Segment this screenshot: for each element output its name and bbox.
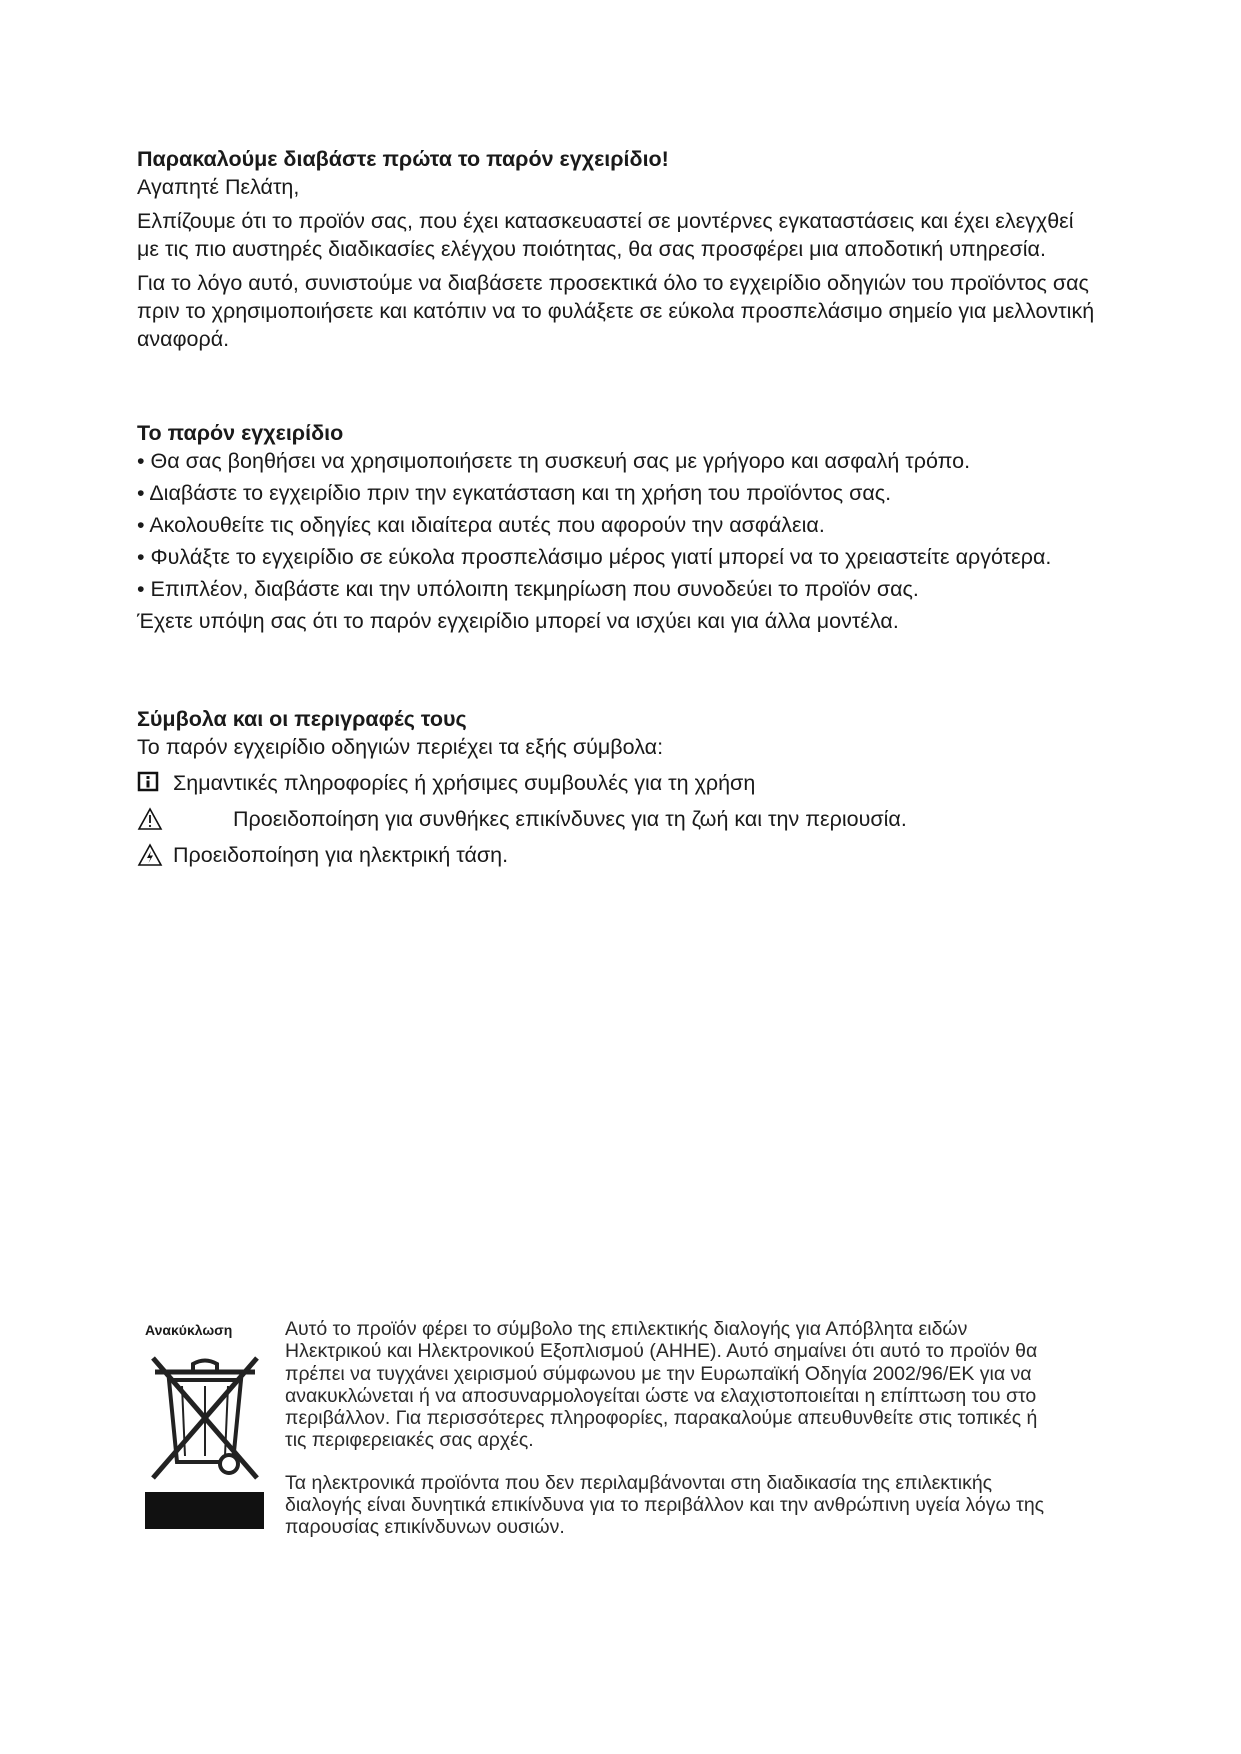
symbol-text-electric: Προειδοποίηση για ηλεκτρική τάση.	[173, 843, 509, 867]
intro-paragraph-1: Ελπίζουμε ότι το προϊόν σας, που έχει κατασκευαστεί σε μοντέρνες εγκαταστάσεις και έχει ελεγχθεί με τις πιο αυστηρές διαδικασίες ελέγχου ποιότητας, θα σας προσφέρει μια αποδοτική υπηρεσία.	[137, 209, 1074, 261]
manual-heading: Το παρόν εγχειρίδιο	[137, 421, 344, 445]
recycling-paragraph-1: Αυτό το προϊόν φέρει το σύμβολο της επιλεκτικής διαλογής για Απόβλητα ειδών Ηλεκτρικού και Ηλεκτρονικού Εξοπλισμού (ΑΗΗΕ). Αυτό σημαίνει ότι αυτό το προϊόν θα πρέπει να τυγχάνει χειρισμού σύμφωνου με την Ευρωπαϊκή Οδηγία 2002/96/ΕΚ για να ανακυκλώνεται ή να αποσυναρμολογείται ώστε να ελαχιστοποιείται η επίπτωση του στο περιβάλλον. Για περισσότερες πληροφορίες, παρακαλούμε απευθυνθείτε στις τοπικές ή τις περιφερειακές σας αρχές.	[285, 1318, 1038, 1452]
symbols-intro: Το παρόν εγχειρίδιο οδηγιών περιέχει τα εξής σύμβολα:	[137, 735, 664, 759]
intro-title: Παρακαλούμε διαβάστε πρώτα το παρόν εγχειρίδιο!	[137, 147, 669, 171]
symbol-text-info: Σημαντικές πληροφορίες ή χρήσιμες συμβουλές για τη χρήση	[173, 771, 756, 795]
symbols-section	[137, 706, 1097, 877]
symbol-row-info	[137, 769, 1097, 797]
manual-section	[137, 420, 1097, 639]
symbol-text-warning: Προειδοποίηση για συνθήκες επικίνδυνες για τη ζωή και την περιουσία.	[233, 807, 907, 831]
intro-section	[137, 145, 1097, 359]
weee-symbol-block	[145, 1322, 275, 1529]
symbol-row-warning	[137, 805, 1097, 833]
intro-paragraph-2: Για το λόγο αυτό, συνιστούμε να διαβάσετε προσεκτικά όλο το εγχειρίδιο οδηγιών του προϊόντος σας πριν το χρησιμοποιήσετε και κατόπιν να το φυλάξετε σε εύκολα προσπελάσιμο σημείο για μελλοντική αναφορά.	[137, 271, 1095, 351]
manual-note: Έχετε υπόψη σας ότι το παρόν εγχειρίδιο μπορεί να ισχύει και για άλλα μοντέλα.	[137, 609, 899, 633]
greeting: Αγαπητέ Πελάτη,	[137, 175, 300, 199]
recycling-label: Ανακύκλωση	[145, 1322, 233, 1338]
weee-black-bar	[145, 1492, 264, 1529]
manual-bullet: • Επιπλέον, διαβάστε και την υπόλοιπη τεκμηρίωση που συνοδεύει το προϊόν σας.	[137, 577, 919, 601]
recycling-text	[285, 1318, 1045, 1559]
crossed-bin-icon	[145, 1346, 265, 1481]
recycling-paragraph-2: Τα ηλεκτρονικά προϊόντα που δεν περιλαμβάνονται στη διαδικασία της επιλεκτικής διαλογής είναι δυνητικά επικίνδυνα για το περιβάλλον και την ανθρώπινη υγεία λόγω της παρουσίας επικίνδυνων ουσιών.	[285, 1471, 1045, 1539]
symbol-row-electric	[137, 841, 1097, 869]
manual-bullet: • Φυλάξτε το εγχειρίδιο σε εύκολα προσπελάσιμο μέρος γιατί μπορεί να το χρειαστείτε αργότερα.	[137, 545, 1052, 569]
electric-warning-icon	[137, 843, 163, 867]
warning-icon	[137, 807, 163, 831]
info-icon	[137, 771, 163, 795]
manual-bullet: • Ακολουθείτε τις οδηγίες και ιδιαίτερα αυτές που αφορούν την ασφάλεια.	[137, 513, 825, 537]
manual-bullet: • Διαβάστε το εγχειρίδιο πριν την εγκατάσταση και τη χρήση του προϊόντος σας.	[137, 481, 892, 505]
manual-bullet: • Θα σας βοηθήσει να χρησιμοποιήσετε τη συσκευή σας με γρήγορο και ασφαλή τρόπο.	[137, 449, 971, 473]
symbols-heading: Σύμβολα και οι περιγραφές τους	[137, 707, 467, 731]
